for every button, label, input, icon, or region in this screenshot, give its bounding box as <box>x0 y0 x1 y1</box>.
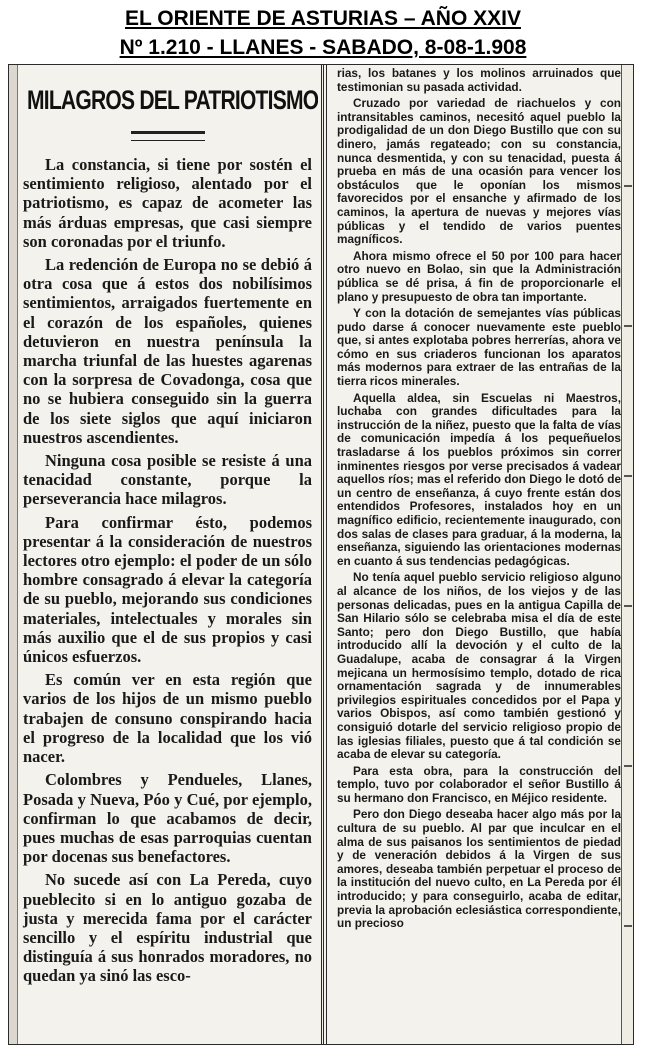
article-paragraph: Para confirmar ésto, podemos presentar á la consideración de nuestros lectores otro ejemplo: el poder de un sólo hombre consagrado á elevar la categoría de su pueblo, mejorando sus condiciones materiales, intelectuales y morales sin más auxilio que el de sus propios y casi únicos esfuerzos. <box>23 512 312 667</box>
page-caption <box>0 4 646 62</box>
edge-text-fragment <box>624 475 632 477</box>
edge-text-fragment <box>624 765 632 767</box>
article-column-left <box>9 65 318 1044</box>
article-paragraph: La constancia, si tiene por sostén el sentimiento religioso, alentado por el patriotismo, es capaz de acometer las más árduas empresas, que casi siempre son coronadas por el triunfo. <box>23 155 312 251</box>
article-paragraph: No sucede así con La Pereda, cuyo pueblecito si en lo antiguo gozaba de justa y merecida fama por el carácter sencillo y el espíritu industrial que distinguía á sus honrados moradores, no quedan ya sinó las esco- <box>23 870 312 986</box>
article-paragraph: Es común ver en esta región que varios de los hijos de un mismo pueblo trabajen de consuno conspirando hacia el progreso de la localidad que los vió nacer. <box>23 670 312 767</box>
article-paragraph: No tenía aquel pueblo servicio religioso alguno al alcance de los niños, de los viejos y de las personas delicadas, pues en la antigua Capilla de San Hilario sólo se celebraba misa el día de este Santo; pero don Diego Bustillo, que había introducido allí la devoción y el culto de la Guadalupe, acaba de consagrar á la Virgen mejicana un hermosísimo templo, dotado de rica ornamentación sagrada y de innumerables privilegios espirituales concedidos por el Papa y varios Obispos, así como también gestionó y consiguió dotarle del servicio religioso propio de las iglesias filiales, puesto que á tal condición se acaba de elevar su categoría. <box>337 570 621 762</box>
edge-text-fragment <box>624 185 632 187</box>
article-paragraph: Y con la dotación de semejantes vías públicas pudo darse á conocer nuevamente este pueblo que, si antes explotaba pobres herrerías, ahora ve cómo en sus criaderos funcionan los aparatos más modernos para extraer de las entrañas de la tierra ricos minerales. <box>337 306 621 389</box>
article-paragraph: Para esta obra, para la construcción del templo, tuvo por colaborador el señor Bustillo á su hermano don Francisco, en Méjico residente. <box>337 763 621 805</box>
article-column-right <box>331 65 627 1044</box>
article-paragraph: Cruzado por variedad de riachuelos y con intransitables caminos, necesitó aquel pueblo la prodigalidad de un don Diego Bustillo que con su dinero, jamás regateado; con su constancia, nunca desmentida, y con su tenacidad, puesta á prueba en más de una ocasión para vencer los obstáculos que le oponían los mismos favorecidos por el ensanche y afirmado de los caminos, la apertura de nuevas y mejores vías públicas y el tendido de varios puentes magníficos. <box>337 96 621 247</box>
caption-line-1: EL ORIENTE DE ASTURIAS – AÑO XXIV <box>125 7 521 30</box>
article-paragraph: rias, los batanes y los molinos arruinados que testimonian su pasada actividad. <box>337 66 621 94</box>
newspaper-clipping <box>8 64 634 1045</box>
article-headline: MILAGROS DEL PATRIOTISMO <box>27 85 318 115</box>
article-paragraph: Ahora mismo ofrece el 50 por 100 para hacer otro nuevo en Bolao, sin que la Administración pública se dé prisa, á fin de proporcionarle el plano y presupuesto de obra tan importante. <box>337 248 621 304</box>
article-paragraph: Pero don Diego deseaba hacer algo más por la cultura de su pueblo. Al par que inculcar en el alma de sus paisanos los sentimientos de piedad y de veneración debidos á la Virgen de sus amores, deseaba también perpetuar el proceso de la institución del nuevo culto, en La Pereda por él introducido; y para conseguirlo, acaba de editar, previa la aprobación eclesiástica correspondiente, un precioso <box>337 807 621 931</box>
article-paragraph: Colombres y Pendueles, Llanes, Posada y Nueva, Póo y Cué, por ejemplo, confirman lo que acabamos de decir, pues muchas de esas parroquias cuentan por docenas sus benefactores. <box>23 770 312 867</box>
column-divider <box>321 65 327 1044</box>
edge-text-fragment <box>624 325 632 327</box>
article-paragraph: Aquella aldea, sin Escuelas ni Maestros, luchaba con grandes dificultades para la instrucción de la niñez, puesto que la falta de vías de comunicación impedía á los pequeñuelos trasladarse á los pueblos próximos sin correr inminentes riesgos por verse precisados á vadear aquellos ríos; mas el referido don Diego le dotó de un centro de enseñanza, á cuyo frente están dos entendidos Profesores, instalados hoy en un magnífico edificio, recientemente inaugurado, con dos salas de clases para graduar, á la moderna, la enseñanza, siguiendo las orientaciones modernas en cuanto á sus tendencias pedagógicas. <box>337 390 621 568</box>
article-paragraph: La redención de Europa no se debió á otra cosa que á estos dos nobilísimos sentimientos, arraigados fuertemente en el corazón de los españoles, quienes detuvieron en nuestra península la marcha triunfal de las huestes agarenas con la sorpresa de Covadonga, cosa que no se hubiera conseguido sin la guerra de los siete siglos que aquí iniciaron nuestros ascendientes. <box>23 255 312 447</box>
headline-ornament <box>131 131 205 141</box>
adjacent-column-edge <box>621 65 634 1044</box>
caption-line-2: Nº 1.210 - LLANES - SABADO, 8-08-1.908 <box>119 36 527 59</box>
article-paragraph: Ninguna cosa posible se resiste á una tenacidad constante, porque la perseverancia hace milagros. <box>23 451 312 509</box>
edge-text-fragment <box>624 925 632 927</box>
edge-text-fragment <box>624 605 632 607</box>
